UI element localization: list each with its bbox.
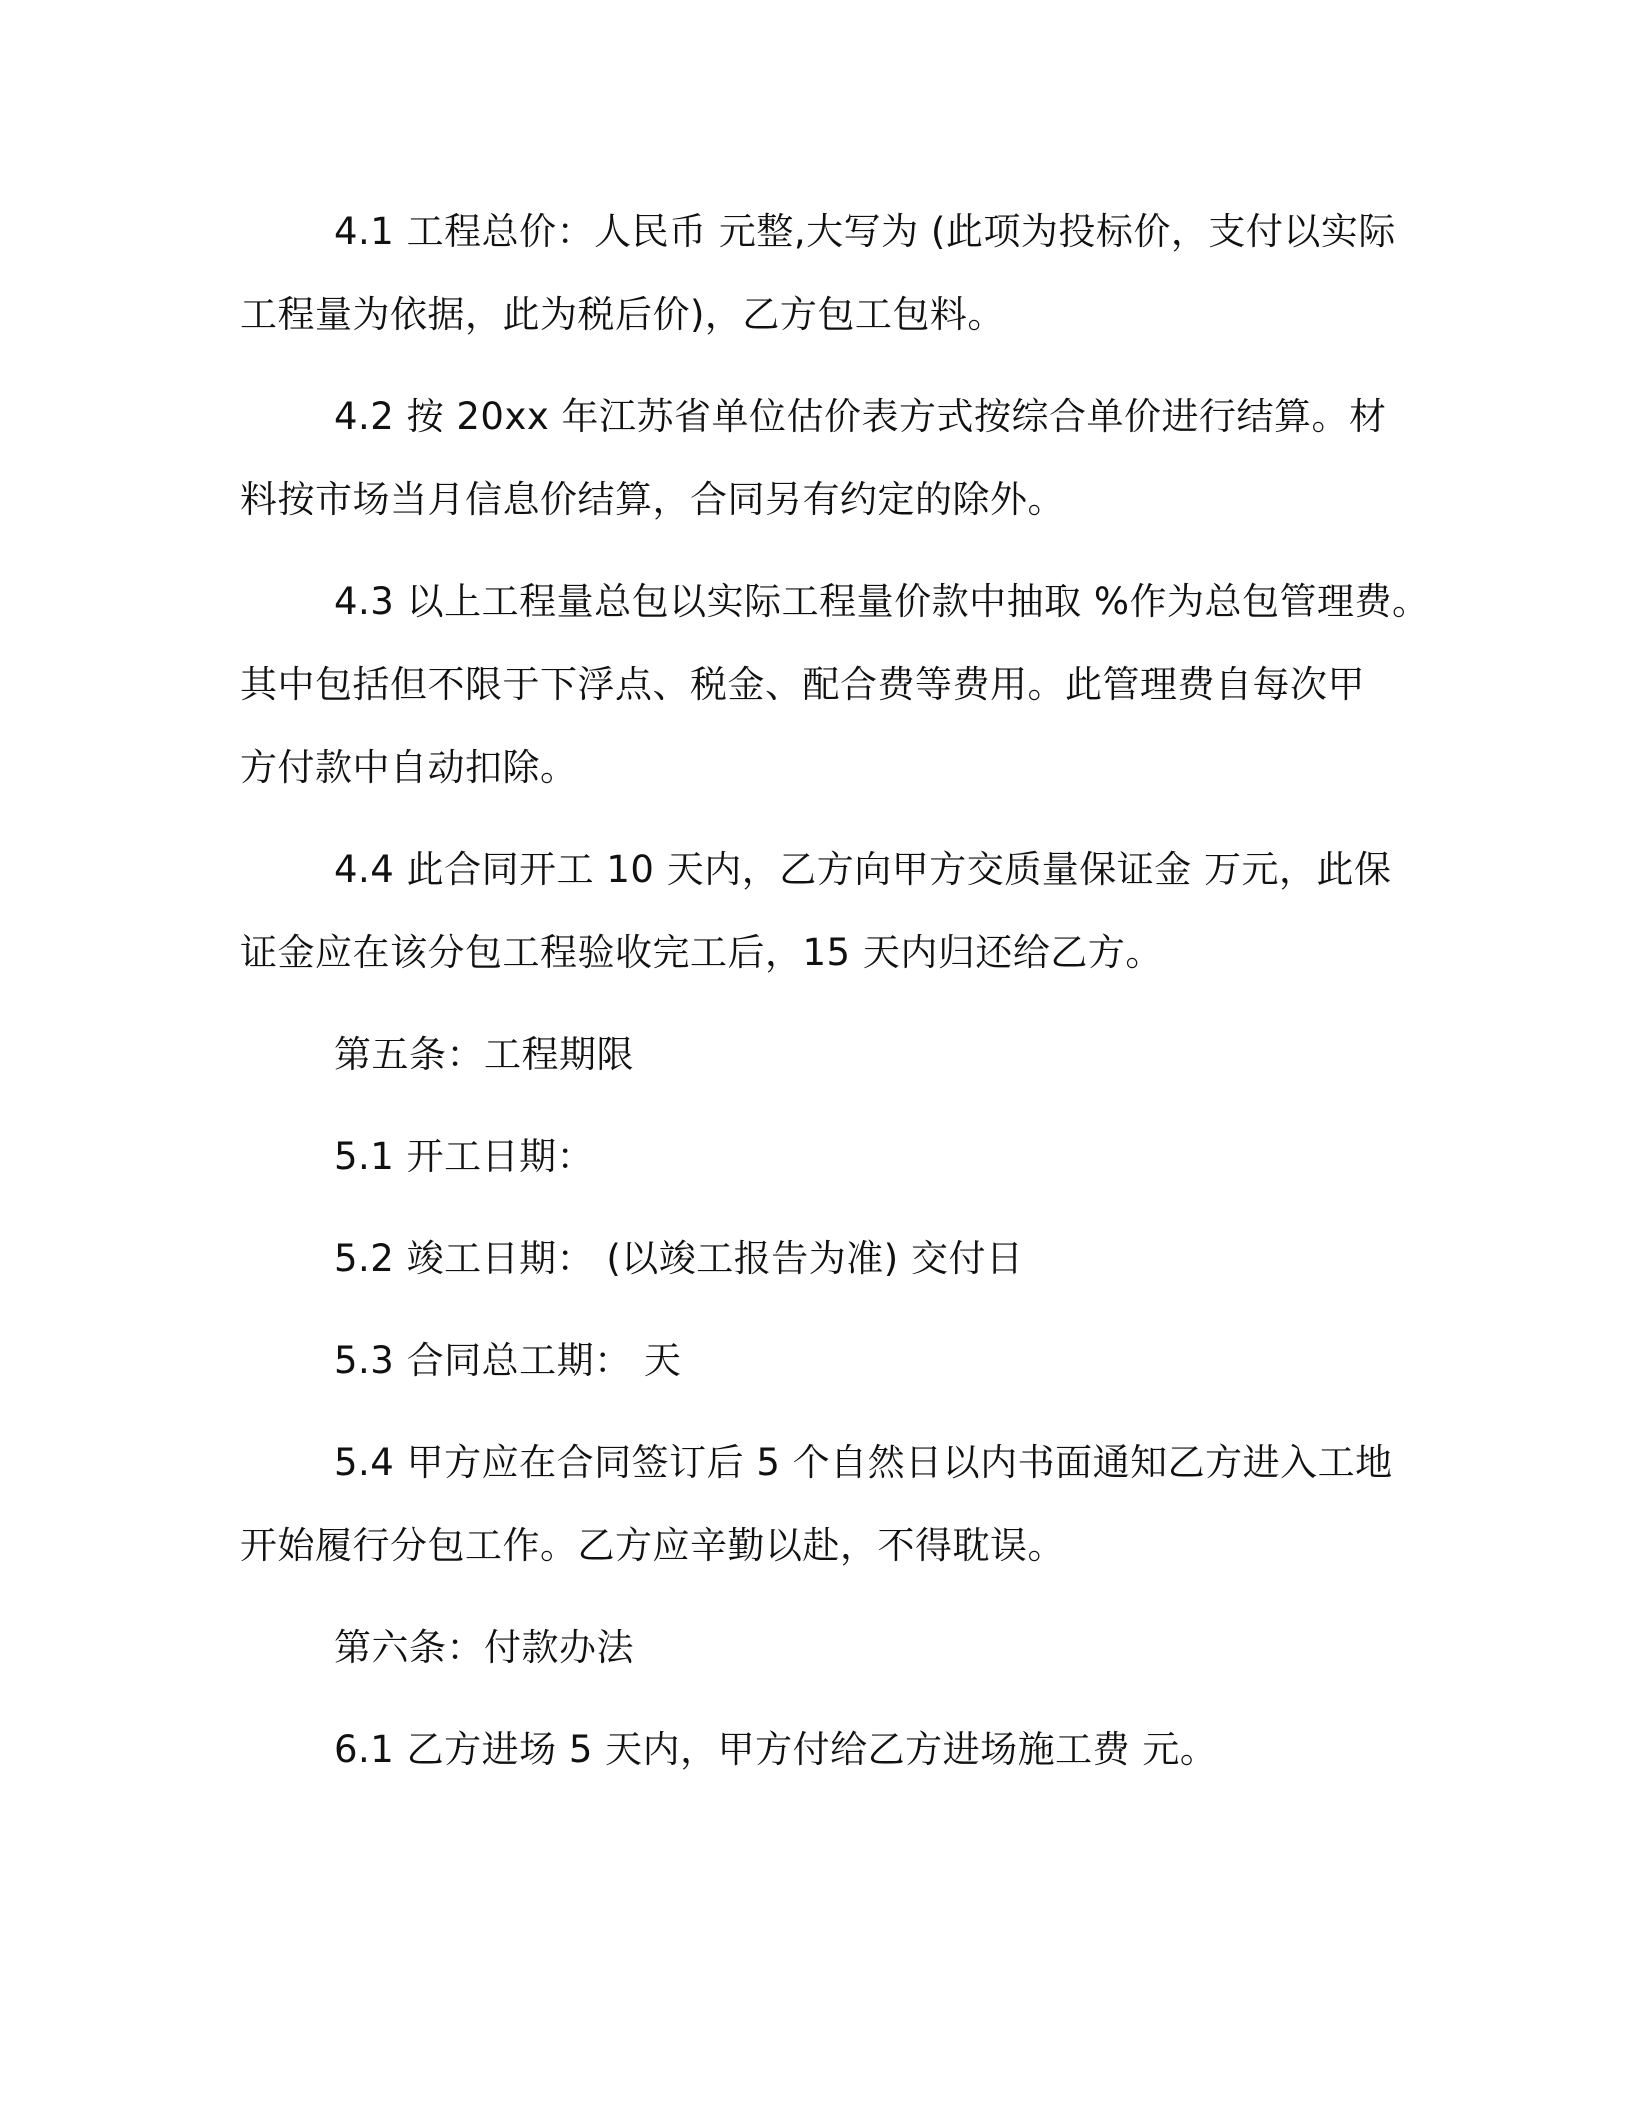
text-line: 方付款中自动扣除。: [240, 746, 578, 789]
clause-5-3: [240, 1319, 1400, 1402]
section-heading-6: [240, 1606, 1400, 1689]
clause-5-2: [240, 1217, 1400, 1300]
text-line: 第六条：付款办法: [334, 1626, 634, 1669]
clause-4-4: [240, 828, 1400, 994]
text-line: 4.3 以上工程量总包以实际工程量价款中抽取 %作为总包管理费。: [334, 580, 1430, 623]
text-line: 料按市场当月信息价结算，合同另有约定的除外。: [240, 478, 1065, 521]
document-body: [240, 190, 1430, 1791]
text-line: 5.2 竣工日期： (以竣工报告为准) 交付日: [334, 1237, 1024, 1280]
clause-4-3: [240, 560, 1430, 809]
text-line: 6.1 乙方进场 5 天内，甲方付给乙方进场施工费 元。: [334, 1728, 1218, 1771]
clause-5-1: [240, 1115, 1400, 1198]
text-line: 4.1 工程总价：人民币 元整,大写为 (此项为投标价，支付以实际: [334, 210, 1396, 253]
text-line: 开始履行分包工作。乙方应辛勤以赴，不得耽误。: [240, 1524, 1065, 1567]
text-line: 工程量为依据，此为税后价)，乙方包工包料。: [240, 293, 1005, 336]
text-line: 5.3 合同总工期： 天: [334, 1339, 682, 1382]
clause-4-2: [240, 375, 1400, 541]
section-heading-5: [240, 1013, 1400, 1096]
clause-6-1: [240, 1708, 1400, 1791]
text-line: 其中包括但不限于下浮点、税金、配合费等费用。此管理费自每次甲: [240, 663, 1365, 706]
text-line: 4.2 按 20xx 年江苏省单位估价表方式按综合单价进行结算。材: [334, 395, 1387, 438]
text-line: 第五条：工程期限: [334, 1033, 634, 1076]
text-line: 证金应在该分包工程验收完工后，15 天内归还给乙方。: [240, 931, 1163, 974]
text-line: 4.4 此合同开工 10 天内，乙方向甲方交质量保证金 万元，此保: [334, 848, 1392, 891]
clause-4-1: [240, 190, 1400, 356]
text-line: 5.4 甲方应在合同签订后 5 个自然日以内书面通知乙方进入工地: [334, 1441, 1393, 1484]
clause-5-4: [240, 1421, 1400, 1587]
text-line: 5.1 开工日期：: [334, 1135, 595, 1178]
